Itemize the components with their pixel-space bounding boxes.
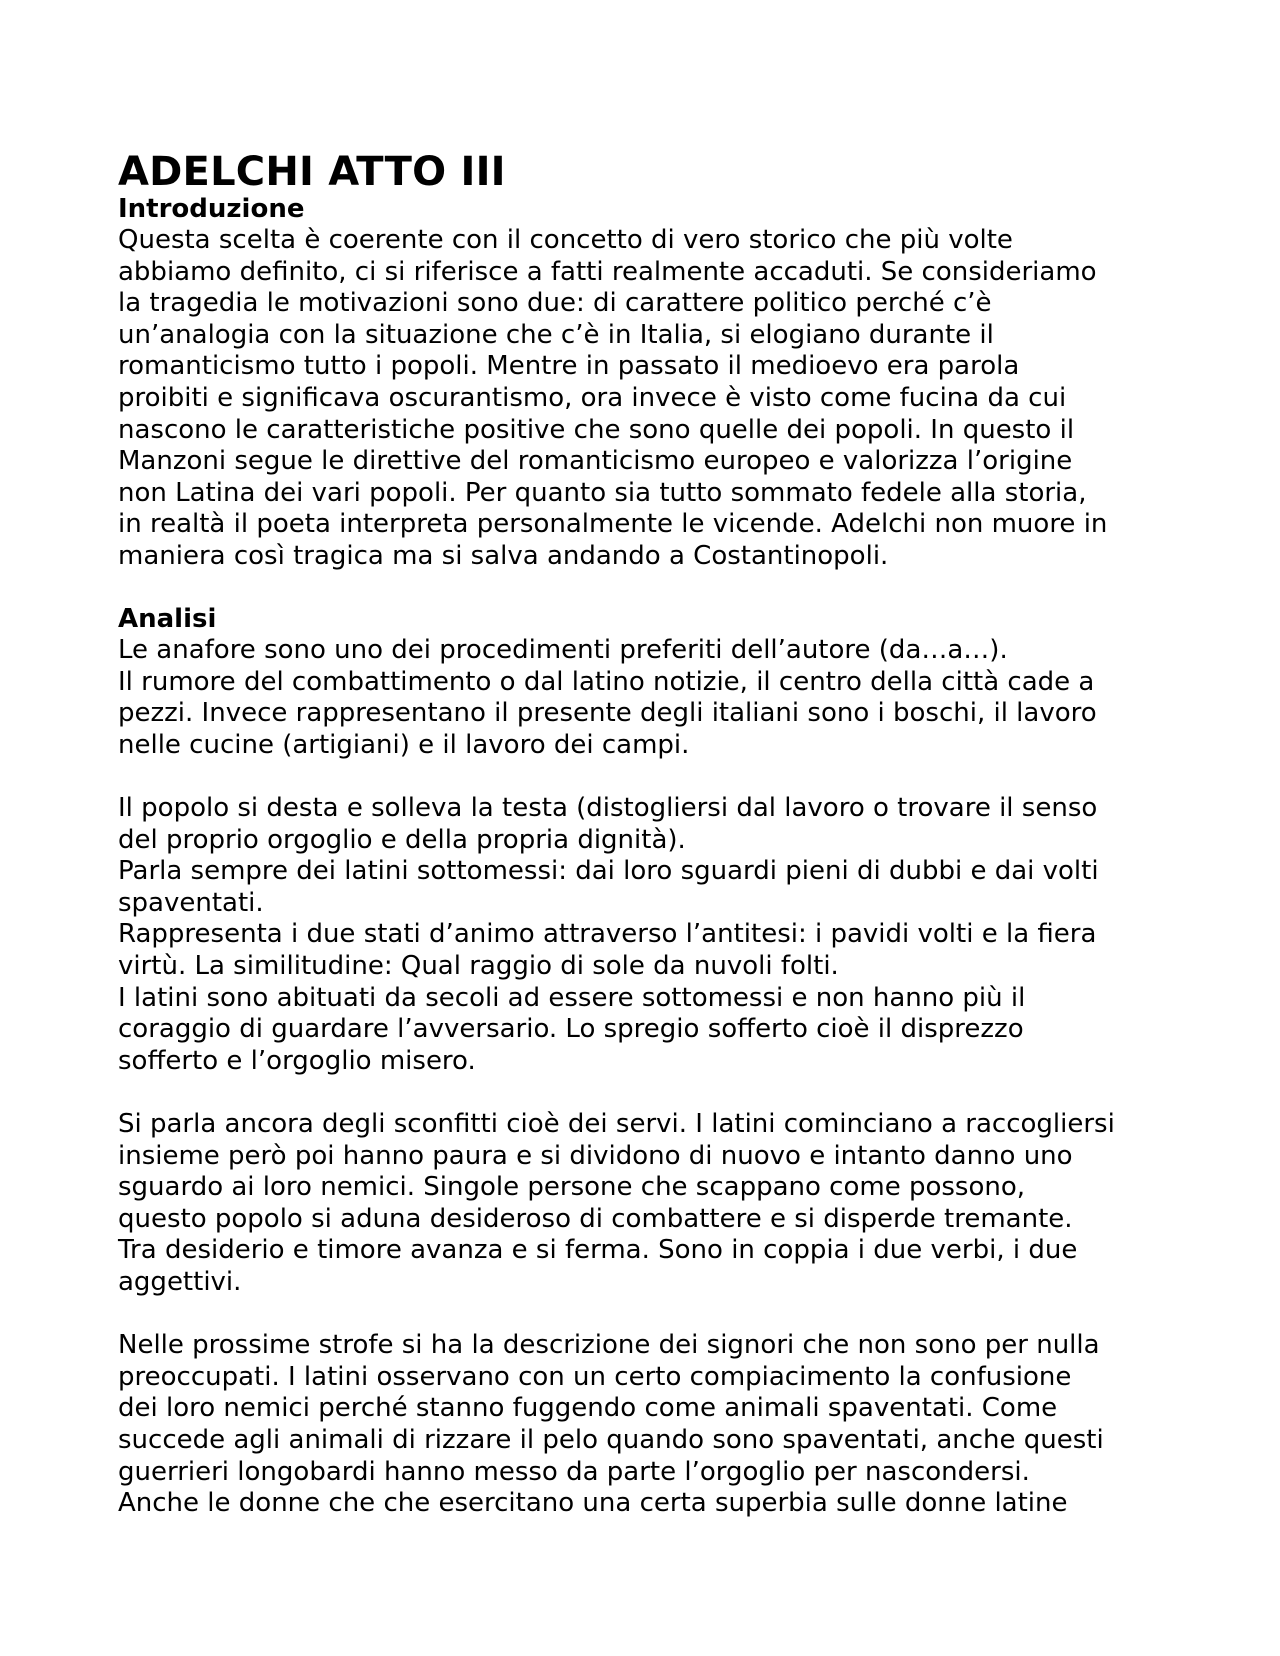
paragraph-analisi-anafore: Le anafore sono uno dei procedimenti preferiti dell’autore (da…a…). Il rumore del combattimento o dal latino notizie, il centro della città cade a pezzi. Invece rappresentano il presente degli italiani sono i boschi, il lavoro nelle cucine (artigiani) e il lavoro dei campi.	[118, 635, 1097, 760]
paragraph-spacer	[118, 1077, 1178, 1109]
paragraph-spacer	[118, 762, 1178, 794]
paragraph-spacer	[118, 573, 1178, 605]
paragraph-introduzione: Questa scelta è coerente con il concetto di vero storico che più volte abbiamo definito, ci si riferisce a fatti realmente accaduti. Se consideriamo la tragedia le motivazioni sono due: di carattere politico perché c’è un’analogia con la situazione che c’è in Italia, si elogiano durante il romanticismo tutto i popoli. Mentre in passato il medioevo era parola proibiti e significava oscurantismo, ora invece è visto come fucina da cui nascono le caratteristiche positive che sono quelle dei popoli. In questo il Manzoni segue le direttive del romanticismo europeo e valorizza l’origine non Latina dei vari popoli. Per quanto sia tutto sommato fedele alla storia, in realtà il poeta interpreta personalmente le vicende. Adelchi non muore in maniera così tragica ma si salva andando a Costantinopoli.	[118, 225, 1108, 571]
paragraph-analisi-popolo: Il popolo si desta e solleva la testa (distogliersi dal lavoro o trovare il senso del proprio orgoglio e della propria dignità). Parla sempre dei latini sottomessi: dai loro sguardi pieni di dubbi e dai volti spaventati. Rappresenta i due stati d’animo attraverso l’antitesi: i pavidi volti e la fiera virtù. La similitudine: Qual raggio di sole da nuvoli folti. I latini sono abituati da secoli ad essere sottomessi e non hanno più il coraggio di guardare l’avversario. Lo spregio sofferto cioè il disprezzo sofferto e l’orgoglio misero.	[118, 793, 1099, 1076]
section-heading-analisi: Analisi	[118, 604, 217, 635]
paragraph-analisi-signori: Nelle prossime strofe si ha la descrizione dei signori che non sono per nulla preoccupati. I latini osservano con un certo compiacimento la confusione dei loro nemici perché stanno fuggendo come animali spaventati. Come succede agli animali di rizzare il pelo quando sono spaventati, anche questi guerrieri longobardi hanno messo da parte l’orgoglio per nascondersi. Anche le donne che che esercitano una certa superbia sulle donne latine	[118, 1330, 1104, 1519]
document-page	[118, 150, 1178, 1520]
document-title: ADELCHI ATTO III	[118, 149, 506, 195]
paragraph-analisi-sconfitti: Si parla ancora degli sconfitti cioè dei servi. I latini cominciano a raccogliersi insieme però poi hanno paura e si dividono di nuovo e intanto danno uno sguardo ai loro nemici. Singole persone che scappano come possono, questo popolo si aduna desideroso di combattere e si disperde tremante. Tra desiderio e timore avanza e si ferma. Sono in coppia i due verbi, i due aggettivi.	[118, 1109, 1115, 1297]
section-heading-introduzione: Introduzione	[118, 194, 305, 224]
paragraph-spacer	[118, 1299, 1178, 1331]
